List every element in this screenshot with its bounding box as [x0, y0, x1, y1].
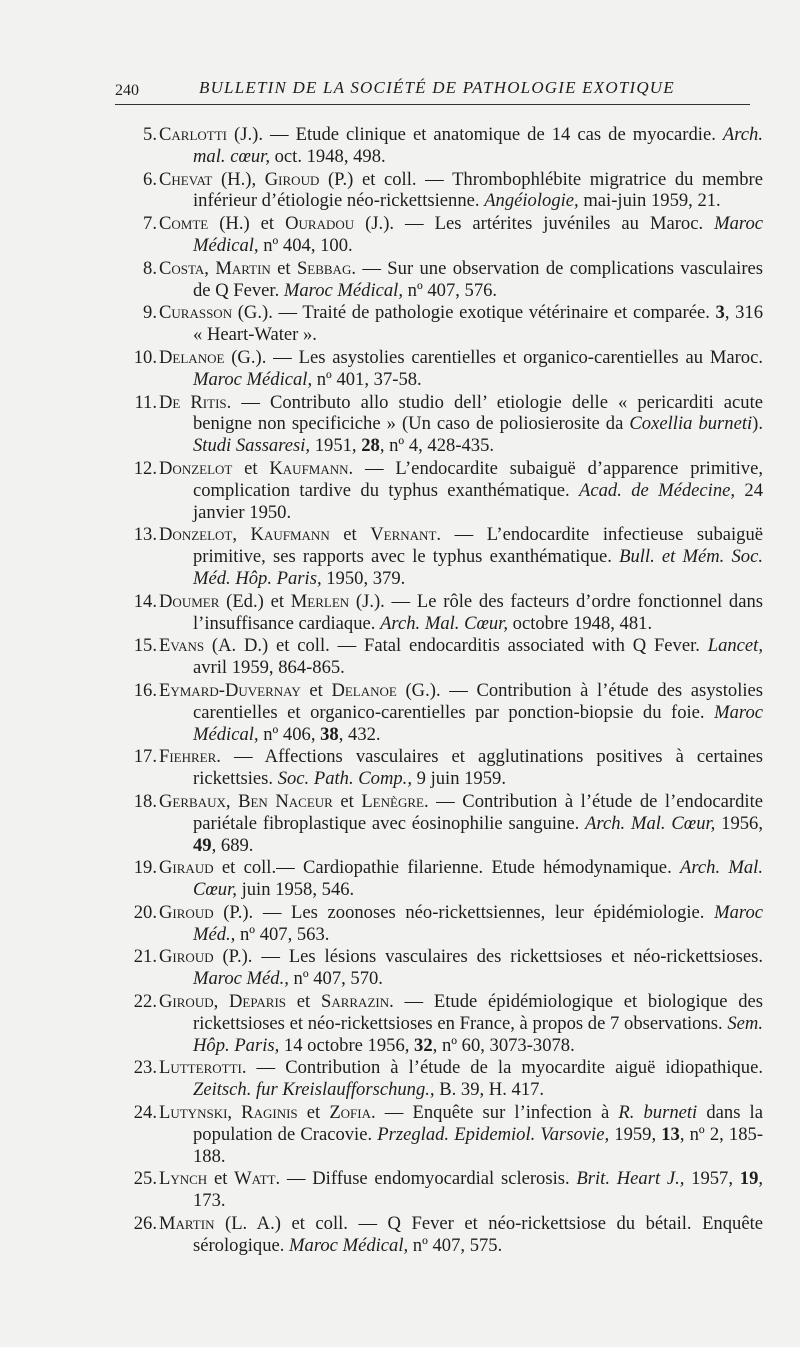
reference-number: 25 .: [115, 1168, 157, 1190]
reference-segment: octobre 1948, 481.: [508, 612, 653, 634]
journal-title: R. burneti: [618, 1102, 698, 1124]
reference-number: 26 .: [115, 1213, 157, 1235]
reference-number: 20 .: [115, 902, 157, 924]
author-name: Giroud: [159, 946, 214, 968]
volume-number: 19: [739, 1168, 759, 1190]
reference-number: 23 .: [115, 1057, 157, 1079]
reference-segment: nº 404, 100.: [258, 234, 353, 256]
reference-item: [115, 791, 763, 856]
page-number: 240: [115, 82, 139, 99]
reference-segment: 1950, 379.: [321, 567, 406, 589]
volume-number: 3: [715, 302, 725, 324]
author-name: Lynch: [159, 1168, 208, 1190]
reference-item: [115, 347, 763, 391]
journal-title: Acad. de Médecine,: [579, 479, 736, 501]
journal-title: Maroc Médical,: [193, 701, 763, 745]
reference-text: [159, 791, 763, 856]
reference-number: 14 .: [115, 591, 157, 613]
reference-segment: (G.). — Les asystolies carentielles et organico-carentielles au Maroc.: [224, 346, 763, 368]
reference-text: [159, 746, 763, 789]
author-name: Merlen: [290, 590, 350, 612]
reference-number: 11 .: [115, 392, 157, 414]
author-name: Gerbaux, Ben Naceur: [159, 790, 333, 812]
reference-text: [159, 902, 763, 945]
journal-title: Arch. Mal. Cœur,: [193, 857, 763, 901]
reference-segment: nº 407, 576.: [403, 279, 498, 301]
reference-segment: (G.). — Traité de pathologie exotique vétérinaire et comparée.: [232, 302, 716, 324]
reference-segment: . — Enquête sur l’infection à: [371, 1102, 619, 1124]
volume-number: 38: [320, 723, 339, 745]
reference-segment: (Ed.) et: [219, 590, 291, 612]
reference-number: 5 .: [115, 124, 157, 146]
journal-title: Studi Sassaresi,: [193, 435, 311, 457]
reference-item: [115, 392, 763, 457]
reference-segment: nº 407, 575.: [408, 1234, 503, 1256]
author-name: Comte: [159, 213, 209, 235]
journal-title: Arch. Mal. Cœur,: [380, 612, 509, 634]
author-name: Lutterotti: [159, 1057, 242, 1079]
reference-item: [115, 524, 763, 589]
reference-segment: et: [232, 457, 270, 479]
reference-segment: 1951,: [310, 435, 362, 457]
reference-segment: nº 407, 570.: [288, 968, 383, 990]
journal-title: Angéiologie,: [484, 190, 579, 212]
reference-segment: B. 39, H. 417.: [434, 1079, 545, 1101]
reference-segment: (P.). — Les lésions vasculaires des rickettsioses et néo-rickettsioses.: [213, 946, 763, 968]
reference-number: 10 .: [115, 347, 157, 369]
reference-segment: . — Sur une observation de complications vasculaires de Q Fever.: [193, 257, 763, 301]
reference-item: [115, 746, 763, 790]
reference-segment: 24 janvier 1950.: [193, 479, 763, 523]
reference-segment: et: [286, 991, 321, 1013]
reference-number: 22 .: [115, 991, 157, 1013]
reference-segment: (A. D.) et coll. — Fatal endocarditis associated with Q Fever.: [204, 635, 708, 657]
reference-text: [159, 1102, 763, 1167]
reference-text: [159, 1057, 763, 1100]
reference-segment: (P.). — Les zoonoses néo-rickettsiennes, leur épidémiologie.: [213, 901, 715, 923]
author-name: Giroud: [264, 168, 320, 190]
reference-segment: nº 407, 563.: [235, 923, 330, 945]
reference-item: [115, 169, 763, 213]
author-name: Donzelot, Kaufmann: [159, 524, 330, 546]
reference-number: 12 .: [115, 458, 157, 480]
reference-item: [115, 1102, 763, 1167]
reference-segment: , 689.: [211, 834, 254, 856]
author-name: Sarrazin: [320, 991, 390, 1013]
reference-text: [159, 213, 763, 256]
reference-text: [159, 680, 763, 745]
reference-list: [115, 124, 763, 1258]
journal-title: Przeglad. Epidemiol. Varsovie,: [377, 1123, 610, 1145]
author-name: Carlotti: [159, 124, 228, 145]
reference-text: [159, 169, 763, 212]
journal-title: Sem. Hôp. Paris,: [193, 1012, 763, 1056]
reference-segment: (P.) et coll. — Thrombophlébite migratrice du membre inférieur d’étiologie néo-rickettsienne.: [193, 168, 764, 212]
reference-segment: avril 1959, 864-865.: [193, 657, 345, 679]
reference-item: [115, 946, 763, 990]
reference-segment: , 432.: [338, 723, 381, 745]
journal-title: Soc. Path. Comp.,: [277, 768, 412, 790]
reference-number: 13 .: [115, 524, 157, 546]
reference-segment: nº 406,: [258, 723, 321, 745]
journal-title: Bull. et Mém. Soc. Méd. Hôp. Paris,: [193, 546, 763, 589]
author-name: Costa, Martin: [159, 257, 271, 279]
reference-segment: et: [297, 1102, 330, 1124]
reference-text: [159, 392, 763, 457]
reference-number: 24 .: [115, 1102, 157, 1124]
author-name: Lenègre: [361, 790, 424, 812]
reference-item: [115, 124, 763, 168]
author-name: Delanoe: [331, 679, 397, 701]
reference-number: 7 .: [115, 213, 157, 235]
reference-segment: et: [270, 257, 297, 279]
journal-title: Zeitsch. fur Kreislaufforschung.,: [193, 1079, 435, 1101]
reference-item: [115, 857, 763, 901]
reference-item: [115, 591, 763, 635]
reference-text: [159, 1168, 763, 1211]
journal-title: Coxellia burneti: [629, 413, 753, 435]
reference-segment: et: [332, 790, 362, 812]
reference-segment: 1956,: [715, 812, 763, 834]
author-name: Kaufmann: [269, 457, 349, 479]
reference-segment: 1957,: [684, 1168, 740, 1190]
reference-segment: dans la population de Cracovie.: [193, 1102, 763, 1145]
reference-segment: ).: [752, 413, 763, 435]
reference-text: [159, 1213, 763, 1256]
reference-number: 19 .: [115, 857, 157, 879]
reference-segment: , 173.: [193, 1168, 764, 1212]
reference-segment: oct. 1948, 498.: [269, 145, 386, 167]
volume-number: 32: [414, 1034, 433, 1056]
author-name: Giroud: [159, 901, 214, 923]
volume-number: 28: [361, 435, 380, 457]
volume-number: 49: [193, 834, 212, 856]
reference-segment: nº 401, 37-58.: [312, 368, 422, 390]
reference-segment: 1959,: [609, 1123, 662, 1145]
reference-segment: mai-juin 1959, 21.: [578, 190, 721, 212]
reference-segment: 14 octobre 1956,: [279, 1034, 415, 1056]
author-name: De Ritis: [159, 391, 227, 413]
reference-segment: . — Diffuse endomyocardial sclerosis.: [275, 1168, 577, 1190]
reference-segment: (G.). — Contribution à l’étude des asystolies carentielles et organico-carentielles par ponction-biopsie du foie.: [193, 679, 764, 723]
reference-segment: . — Contribution à l’étude de l’endocardite pariétale fibroplastique avec éosinophilie sanguine.: [193, 790, 763, 834]
author-name: Giroud, Deparis: [159, 991, 287, 1013]
reference-item: [115, 1168, 763, 1212]
author-name: Lutynski, Raginis: [159, 1102, 298, 1124]
running-title: BULLETIN DE LA SOCIÉTÉ DE PATHOLOGIE EXOTIQUE: [199, 78, 675, 97]
journal-title: Maroc Méd.,: [193, 968, 289, 990]
reference-segment: , nº 4, 428-435.: [379, 435, 495, 457]
reference-item: [115, 680, 763, 745]
author-name: Zofia: [329, 1102, 372, 1124]
journal-title: Maroc Médical,: [193, 213, 763, 256]
author-name: Doumer: [159, 590, 220, 612]
reference-text: [159, 458, 763, 523]
reference-number: 21 .: [115, 946, 157, 968]
reference-segment: et coll.— Cardiopathie filarienne. Etude hémodynamique.: [213, 857, 680, 879]
reference-segment: , nº 2, 185-188.: [193, 1123, 764, 1167]
reference-segment: . — L’endocardite infectieuse subaiguë primitive, ses rapports avec le typhus exanthématique.: [193, 524, 764, 568]
reference-number: 8 .: [115, 258, 157, 280]
author-name: Eymard-Duvernay: [159, 679, 301, 701]
reference-text: [159, 857, 763, 900]
author-name: Chevat: [159, 168, 213, 190]
reference-item: [115, 1057, 763, 1101]
reference-text: [159, 258, 763, 301]
journal-title: Lancet,: [707, 635, 763, 657]
journal-title: Brit. Heart J.,: [576, 1168, 685, 1190]
reference-number: 15 .: [115, 635, 157, 657]
author-name: Fiehrer: [159, 746, 217, 768]
reference-segment: 9 juin 1959.: [411, 768, 506, 790]
reference-text: [159, 991, 763, 1056]
author-name: Watt: [234, 1168, 276, 1190]
author-name: Sebbag: [296, 257, 352, 279]
reference-segment: et: [329, 524, 371, 546]
reference-number: 16 .: [115, 680, 157, 702]
reference-text: [159, 946, 763, 989]
reference-item: [115, 302, 763, 346]
volume-number: 13: [661, 1123, 680, 1145]
reference-item: [115, 902, 763, 946]
reference-number: 9 .: [115, 302, 157, 324]
reference-segment: . — L’endocardite subaiguë d’apparence primitive, complication tardive du typhus exanthématique.: [193, 457, 764, 501]
reference-segment: (J.). — Etude clinique et anatomique de 14 cas de myocardie.: [227, 124, 723, 145]
reference-text: [159, 524, 763, 589]
reference-segment: (L. A.) et coll. — Q Fever et néo-rickettsiose du bétail. Enquête sérologique.: [193, 1213, 763, 1256]
reference-item: [115, 213, 763, 257]
page-header: [115, 74, 750, 105]
reference-text: [159, 347, 763, 390]
reference-number: 17 .: [115, 746, 157, 768]
reference-segment: . — Contribution à l’étude de la myocardite aiguë idiopathique.: [241, 1057, 763, 1079]
reference-segment: , 316 « Heart-Water ».: [193, 302, 763, 346]
author-name: Delanoe: [159, 346, 225, 368]
reference-text: [159, 302, 763, 345]
reference-text: [159, 591, 763, 634]
reference-segment: (J.). — Le rôle des facteurs d’ordre fonctionnel dans l’insuffisance cardiaque.: [193, 590, 763, 634]
journal-title: Arch. mal. cœur,: [193, 124, 763, 167]
journal-title: Arch. Mal. Cœur,: [585, 812, 716, 834]
reference-segment: et: [207, 1168, 235, 1190]
author-name: Donzelot: [159, 457, 233, 479]
reference-segment: . — Etude épidémiologique et biologique des rickettsioses et néo-rickettsioses en France, à propos de 7 observations.: [193, 991, 763, 1034]
reference-text: [159, 124, 763, 167]
reference-number: 18 .: [115, 791, 157, 813]
reference-segment: juin 1958, 546.: [236, 879, 355, 901]
journal-title: Maroc Médical,: [289, 1234, 409, 1256]
reference-item: [115, 258, 763, 302]
reference-item: [115, 1213, 763, 1257]
journal-title: Maroc Méd.,: [193, 901, 763, 945]
author-name: Giraud: [159, 857, 214, 879]
reference-segment: (H.) et: [208, 213, 286, 235]
reference-item: [115, 635, 763, 679]
reference-number: 6 .: [115, 169, 157, 191]
journal-title: Maroc Médical,: [193, 368, 313, 390]
author-name: Ouradou: [285, 213, 355, 235]
reference-segment: , nº 60, 3073-3078.: [432, 1034, 575, 1056]
reference-segment: (J.). — Les artérites juvéniles au Maroc.: [354, 213, 715, 235]
author-name: Evans: [159, 635, 205, 657]
reference-segment: . — Affections vasculaires et agglutinations positives à certaines rickettsies.: [193, 746, 763, 790]
reference-segment: (H.),: [212, 168, 265, 190]
author-name: Vernant: [370, 524, 437, 546]
author-name: Curasson: [159, 302, 233, 324]
author-name: Martin: [159, 1213, 215, 1235]
reference-item: [115, 458, 763, 523]
reference-text: [159, 635, 763, 678]
reference-item: [115, 991, 763, 1056]
journal-title: Maroc Médical,: [283, 279, 403, 301]
reference-segment: et: [300, 679, 332, 701]
reference-segment: . — Contributo allo studio dell’ etiologie delle « pericarditi acute benigne non specificiche » (Un caso de poliosierosite da: [193, 391, 763, 435]
